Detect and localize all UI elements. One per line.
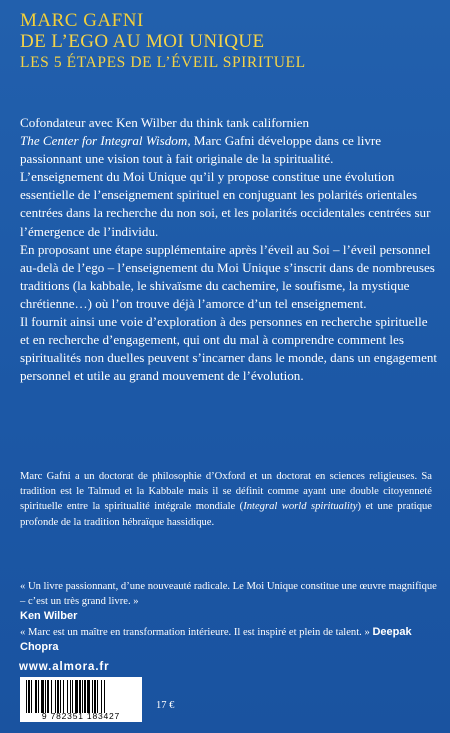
barcode-bar bbox=[87, 680, 90, 713]
blurb-p1-start: Cofondateur avec Ken Wilber du think tank californien bbox=[20, 115, 310, 130]
quote-2-text: « Marc est un maître en transformation intérieure. Il est inspiré et plein de talent. » bbox=[20, 626, 370, 638]
book-subtitle: LES 5 ÉTAPES DE L’ÉVEIL SPIRITUEL bbox=[20, 54, 306, 71]
bio-italic: Integral world spirituality bbox=[243, 501, 358, 513]
book-title: DE L’EGO AU MOI UNIQUE bbox=[20, 31, 265, 52]
barcode-bar bbox=[38, 680, 39, 713]
barcode-bar bbox=[35, 680, 37, 713]
quote-2 bbox=[20, 625, 438, 655]
barcode-bar bbox=[63, 680, 64, 713]
blurb-p1-end: , Marc Gafni développe dans ce livre passionnant une vision tout à fait originale de la spiritualité. bbox=[20, 133, 382, 167]
barcode-bar bbox=[75, 680, 78, 713]
bio-text-end: ) et une pratique profonde de la tradition hébraïque hassidique. bbox=[20, 501, 432, 528]
author-name: MARC GAFNI bbox=[20, 10, 144, 31]
barcode-bar bbox=[72, 680, 73, 713]
blurb-paragraph-2: L’enseignement du Moi Unique qu’il y propose constitue une évolution essentielle de l’enseignement spirituel en conjuguant les polarités orientales centrées dans la recherche du non soi, et les polarités occidentales centrées sur l’émergence de l’individu. bbox=[20, 169, 431, 239]
barcode-bar bbox=[51, 680, 52, 713]
barcode-bar bbox=[55, 680, 56, 713]
barcode-bar bbox=[84, 680, 86, 713]
blurb-paragraph-3: En proposant une étape supplémentaire après l’éveil au Soi – l’éveil personnel au-delà de l’ego – l’enseignement du Moi Unique s’inscrit dans de nombreuses traditions (la kabbale, le shivaïsme du cachemire, le soufisme, la mystique chrétienne…) où l’on trouve déjà l’amorce d’un tel enseignement. bbox=[20, 241, 435, 311]
blurb bbox=[20, 114, 438, 385]
barcode-bar bbox=[97, 680, 98, 713]
barcode bbox=[20, 677, 142, 722]
barcode-bar bbox=[60, 680, 61, 713]
barcode-bar bbox=[101, 680, 102, 713]
barcode-bar bbox=[94, 680, 96, 713]
barcode-bar bbox=[82, 680, 83, 713]
cover-header bbox=[20, 10, 440, 74]
barcode-bar bbox=[67, 680, 68, 713]
quote-1-text: « Un livre passionnant, d’une nouveauté radicale. Le Moi Unique constitue une œuvre magnifique – c’est un très grand livre. » bbox=[20, 581, 437, 608]
blurb-paragraph-4: Il fournit ainsi une voie d’exploration à des personnes en recherche spirituelle et en recherche d’engagement, qui ont du mal à comprendre comment les spiritualités non duelles peuvent s’incarner dans le monde, dans un engagement personnel et utile au grand mouvement de l’évolution. bbox=[20, 314, 438, 384]
barcode-bars bbox=[26, 680, 136, 713]
quote-2-author: Deepak Chopra bbox=[20, 625, 412, 653]
bio-text-start: Marc Gafni a un doctorat de philosophie d’Oxford et un doctorat en sciences religieuses. Sa tradition est le Talmud et la Kabbale mais il se définit comme ayant une double citoyenneté spirituelle entre la spiritualité intégrale mondiale ( bbox=[20, 471, 432, 513]
barcode-bar bbox=[47, 680, 49, 713]
barcode-bar bbox=[26, 680, 27, 713]
barcode-bar bbox=[57, 680, 59, 713]
blurb-p1-italic: The Center for Integral Wisdom bbox=[20, 133, 188, 149]
barcode-bar bbox=[70, 680, 71, 713]
barcode-bar bbox=[31, 680, 32, 713]
barcode-bar bbox=[79, 680, 81, 713]
blurb-paragraph-1 bbox=[20, 114, 438, 168]
barcode-bar bbox=[41, 680, 44, 713]
barcode-bar bbox=[28, 680, 30, 713]
quote-1-author: Ken Wilber bbox=[20, 610, 78, 623]
author-bio bbox=[20, 469, 432, 530]
endorsements bbox=[20, 579, 438, 655]
barcode-bar bbox=[104, 680, 105, 713]
publisher-website: www.almora.fr bbox=[19, 661, 110, 673]
barcode-bar bbox=[92, 680, 93, 713]
isbn-digits: 9 782351 183427 bbox=[41, 711, 121, 721]
price: 17 € bbox=[156, 700, 175, 711]
quote-1 bbox=[20, 579, 438, 625]
barcode-bar bbox=[45, 680, 46, 713]
